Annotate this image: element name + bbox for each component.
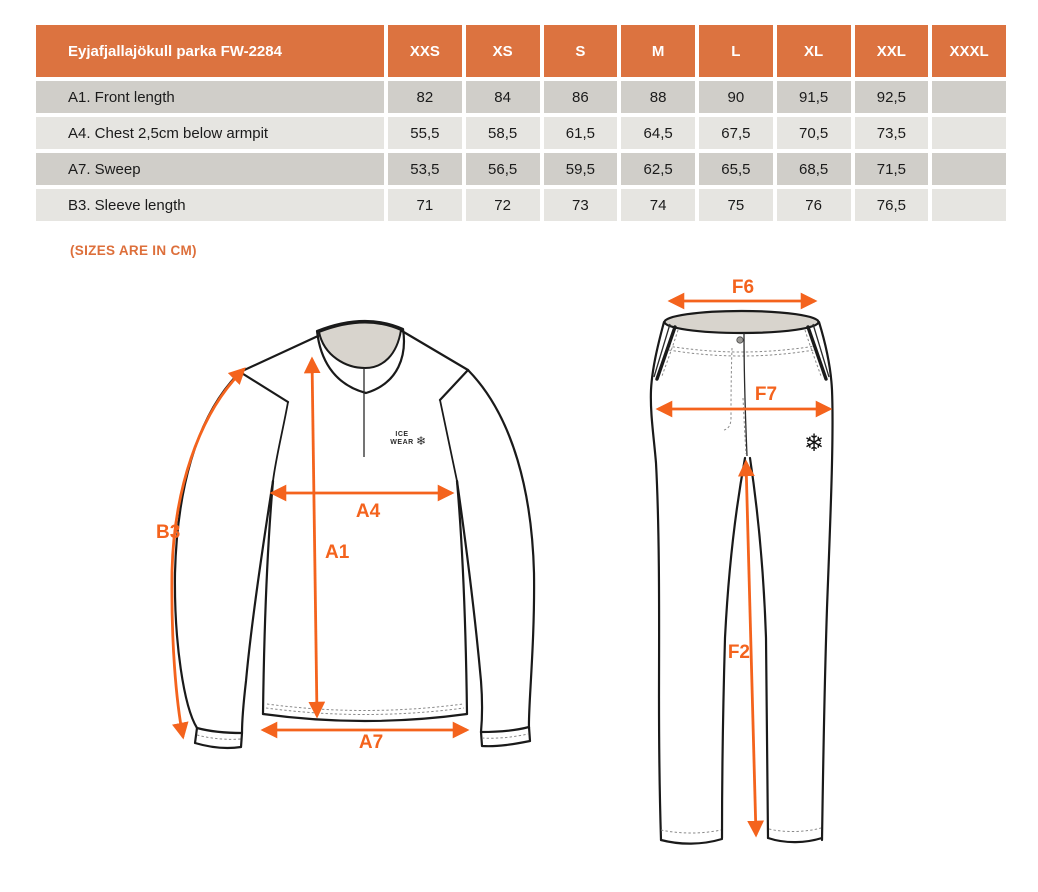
table-cell: 82 bbox=[388, 81, 462, 113]
measurement-label: A7. Sweep bbox=[36, 153, 384, 185]
table-cell: 53,5 bbox=[388, 153, 462, 185]
table-cell: 65,5 bbox=[699, 153, 773, 185]
table-cell bbox=[932, 189, 1006, 221]
table-cell: 68,5 bbox=[777, 153, 851, 185]
table-row bbox=[36, 189, 1006, 221]
pants-diagram bbox=[630, 278, 960, 878]
table-cell: 73 bbox=[544, 189, 618, 221]
table-cell: 92,5 bbox=[855, 81, 929, 113]
waist-inner bbox=[665, 311, 819, 333]
table-cell: 71,5 bbox=[855, 153, 929, 185]
front-length-arrow bbox=[312, 359, 317, 716]
table-cell: 62,5 bbox=[621, 153, 695, 185]
table-cell: 64,5 bbox=[621, 117, 695, 149]
table-cell: 55,5 bbox=[388, 117, 462, 149]
measure-label-f2: F2 bbox=[727, 642, 750, 663]
units-note: (SIZES ARE IN CM) bbox=[70, 243, 197, 258]
waist-button bbox=[737, 337, 743, 343]
snowflake-icon: ❄ bbox=[803, 430, 825, 457]
measure-label-f7: F7 bbox=[754, 384, 778, 405]
table-cell: 67,5 bbox=[699, 117, 773, 149]
size-column-header: XXS bbox=[388, 25, 462, 77]
table-cell: 56,5 bbox=[466, 153, 540, 185]
table-cell bbox=[932, 153, 1006, 185]
table-cell: 71 bbox=[388, 189, 462, 221]
measure-label-a7: A7 bbox=[358, 732, 384, 753]
table-cell: 70,5 bbox=[777, 117, 851, 149]
size-column-header: S bbox=[544, 25, 618, 77]
size-column-header: XXXL bbox=[932, 25, 1006, 77]
collar-inner bbox=[319, 322, 401, 368]
size-column-header: M bbox=[621, 25, 695, 77]
measure-label-a1: A1 bbox=[325, 542, 350, 563]
table-cell bbox=[932, 81, 1006, 113]
table-cell: 61,5 bbox=[544, 117, 618, 149]
measure-label-b3: B3 bbox=[156, 522, 181, 543]
table-row bbox=[36, 117, 1006, 149]
size-column-header: XXL bbox=[855, 25, 929, 77]
product-title: Eyjafjallajökull parka FW-2284 bbox=[36, 25, 384, 77]
table-cell: 58,5 bbox=[466, 117, 540, 149]
table-cell: 76 bbox=[777, 189, 851, 221]
table-cell: 84 bbox=[466, 81, 540, 113]
brand-text-line1: ICE bbox=[395, 431, 409, 438]
measurement-label: A1. Front length bbox=[36, 81, 384, 113]
table-cell: 76,5 bbox=[855, 189, 929, 221]
snowflake-icon: ❄ bbox=[415, 434, 427, 448]
measure-label-a4: A4 bbox=[355, 501, 381, 522]
jacket-measure-arrows bbox=[156, 359, 467, 753]
table-row bbox=[36, 81, 1006, 113]
table-cell: 90 bbox=[699, 81, 773, 113]
table-row bbox=[36, 153, 1006, 185]
table-cell: 91,5 bbox=[777, 81, 851, 113]
table-cell bbox=[932, 117, 1006, 149]
pants-outline bbox=[651, 311, 833, 844]
measurement-label: B3. Sleeve length bbox=[36, 189, 384, 221]
size-column-header: XL bbox=[777, 25, 851, 77]
size-column-header: L bbox=[699, 25, 773, 77]
brand-text-line2: WEAR bbox=[390, 439, 414, 446]
table-cell: 86 bbox=[544, 81, 618, 113]
fly-center-seam bbox=[744, 333, 747, 456]
table-header-row bbox=[36, 25, 1006, 77]
table-cell: 72 bbox=[466, 189, 540, 221]
table-cell: 73,5 bbox=[855, 117, 929, 149]
measurement-label: A4. Chest 2,5cm below armpit bbox=[36, 117, 384, 149]
jacket-diagram bbox=[140, 295, 580, 775]
table-cell: 74 bbox=[621, 189, 695, 221]
size-chart-table bbox=[32, 21, 1010, 225]
table-cell: 75 bbox=[699, 189, 773, 221]
table-cell: 59,5 bbox=[544, 153, 618, 185]
jacket-brand-logo bbox=[390, 431, 426, 448]
size-column-header: XS bbox=[466, 25, 540, 77]
table-cell: 88 bbox=[621, 81, 695, 113]
measure-label-f6: F6 bbox=[731, 278, 755, 298]
